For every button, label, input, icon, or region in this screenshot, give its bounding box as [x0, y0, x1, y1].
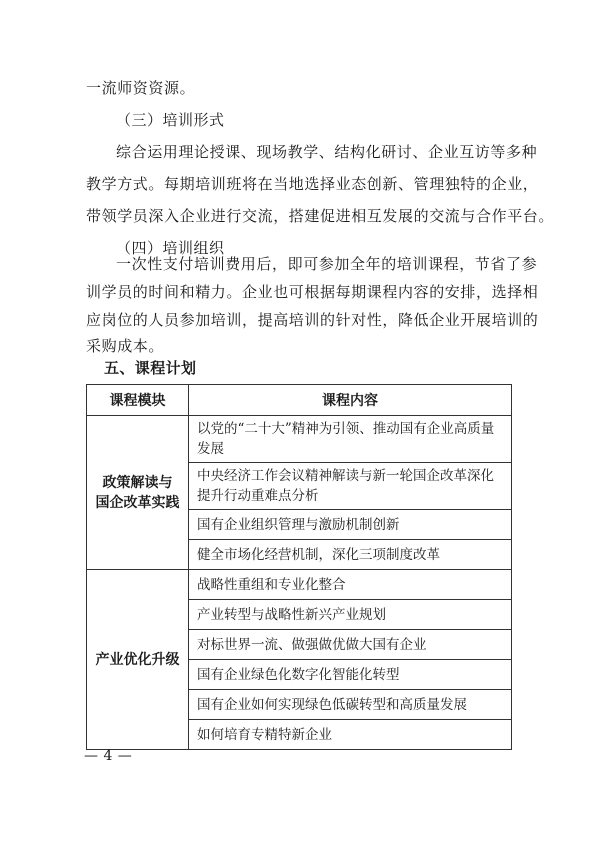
module-policy-reform — [87, 416, 189, 570]
table-row — [87, 570, 512, 600]
course-item: 对标世界一流、做强做优做大国有企业 — [189, 630, 512, 660]
paragraph-line: 一流师资资源。 — [86, 79, 196, 97]
course-item: 产业转型与战略性新兴产业规划 — [189, 600, 512, 630]
paragraph-line: 一次性支付培训费用后，即可参加全年的培训课程，节省了参 — [116, 255, 538, 273]
column-header-content: 课程内容 — [189, 385, 512, 416]
course-item: 如何培育专精特新企业 — [189, 720, 512, 750]
table-row — [87, 416, 512, 463]
module-industry-upgrade — [87, 570, 189, 750]
page-number: — 4 — — [84, 748, 133, 764]
module-name-line: 产业优化升级 — [95, 651, 180, 668]
module-name-line: 国企改革实践 — [95, 494, 180, 511]
course-plan-table — [86, 384, 512, 750]
course-item: 国有企业组织管理与激励机制创新 — [189, 510, 512, 540]
course-item: 国有企业绿色化数字化智能化转型 — [189, 660, 512, 690]
course-item: 健全市场化经营机制，深化三项制度改革 — [189, 540, 512, 570]
paragraph-line: 教学方式。每期培训班将在当地选择业态创新、管理独特的企业， — [86, 175, 539, 193]
paragraph-line: 采购成本。 — [86, 337, 165, 355]
course-item: 国有企业如何实现绿色低碳转型和高质量发展 — [189, 690, 512, 720]
paragraph-line: 训学员的时间和精力。企业也可根据每期课程内容的安排，选择相 — [86, 283, 539, 301]
column-header-module: 课程模块 — [87, 385, 189, 416]
course-item: 战略性重组和专业化整合 — [189, 570, 512, 600]
paragraph-line: 带领学员深入企业进行交流，搭建促进相互发展的交流与合作平台。 — [86, 207, 555, 225]
section-title: 五、课程计划 — [104, 359, 197, 377]
table-header-row — [87, 385, 512, 416]
course-item: 以党的“二十大”精神为引领、推动国有企业高质量 发展 — [189, 416, 512, 463]
paragraph-line: 综合运用理论授课、现场教学、结构化研讨、企业互访等多种 — [116, 143, 538, 161]
paragraph-line: 应岗位的人员参加培训，提高培训的针对性，降低企业开展培训的 — [86, 311, 539, 329]
subheading-training-organization: （四）培训组织 — [116, 239, 225, 257]
module-name-line: 政策解读与 — [102, 474, 173, 491]
subheading-training-form: （三）培训形式 — [116, 111, 225, 129]
course-item: 中央经济工作会议精神解读与新一轮国企改革深化 提升行动重难点分析 — [189, 463, 512, 510]
